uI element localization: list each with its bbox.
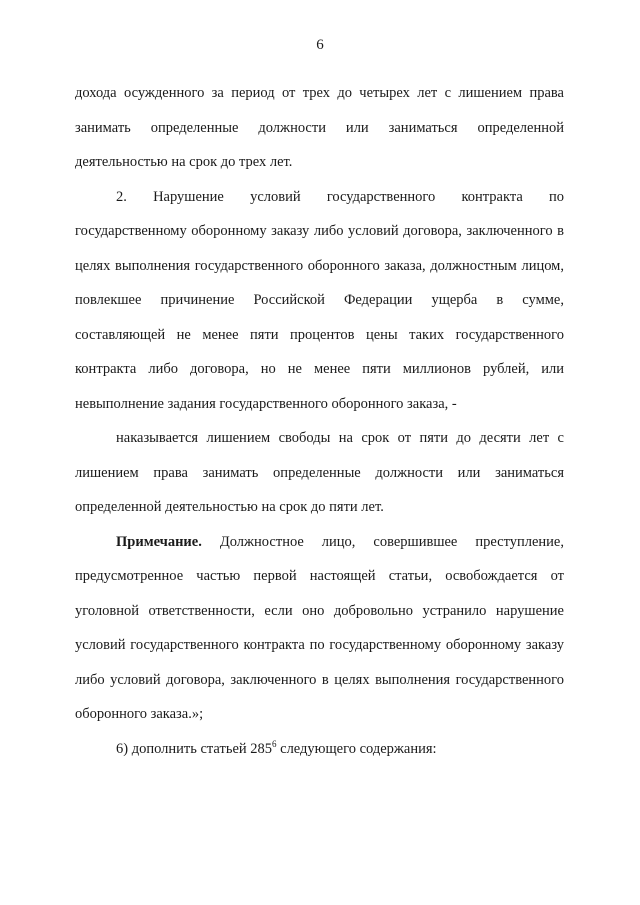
- article-superscript: 6: [272, 738, 277, 749]
- document-body: [75, 76, 564, 766]
- note-text: Должностное лицо, совершившее преступление, предусмотренное частью первой настоящей статьи, освобождается от уголовной ответственности, если оно добровольно устранило нарушение условий государственного контракта по государственному оборонному заказу либо условий договора, заключенного в целях выполнения государственного оборонного заказа.»;: [75, 533, 564, 722]
- paragraph-penalty: наказывается лишением свободы на срок от пяти до десяти лет с лишением права занимать определенные должности или заниматься определенной деятельностью на срок до пяти лет.: [75, 430, 564, 515]
- paragraph-continuation: дохода осужденного за период от трех до четырех лет с лишением права занимать определенные должности или заниматься определенной деятельностью на срок до трех лет.: [75, 85, 564, 170]
- paragraph-part-2: 2. Нарушение условий государственного контракта по государственному оборонному заказу либо условий договора, заключенного в целях выполнения государственного оборонного заказа, должностным лицом, повлекшее причинение Российской Федерации ущерба в сумме, составляющей не менее пяти процентов цены таких государственного контракта либо договора, но не менее пяти миллионов рублей, или невыполнение задания государственного оборонного заказа, -: [75, 188, 564, 412]
- note-label: Примечание.: [116, 533, 202, 550]
- paragraph-note: [75, 525, 564, 732]
- paragraph-amendment-6: [75, 732, 564, 767]
- amendment-text-end: следующего содержания:: [276, 740, 437, 757]
- amendment-text-start: 6) дополнить статьей 285: [116, 740, 273, 757]
- page-number: 6: [316, 37, 324, 53]
